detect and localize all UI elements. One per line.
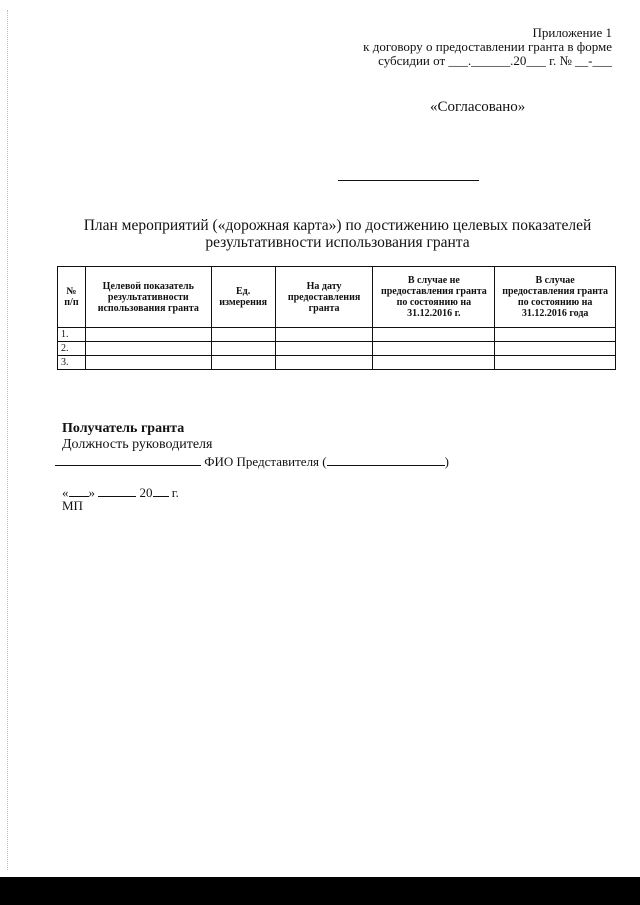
year-prefix: 20 [139, 485, 153, 500]
grant-recipient-label: Получатель гранта [62, 421, 185, 436]
signature-row [55, 453, 449, 470]
cell-indicator[interactable] [85, 328, 211, 342]
cell-unit[interactable] [211, 328, 275, 342]
fio-label: ФИО Представителя ( [204, 454, 327, 469]
cell-not-granted[interactable] [373, 342, 495, 356]
title-line-1: План мероприятий («дорожная карта») по достижению целевых показателей [83, 217, 592, 234]
cell-not-granted[interactable] [373, 356, 495, 370]
month-line [98, 484, 136, 497]
approval-signature-line [338, 180, 479, 181]
fio-close: ) [444, 454, 449, 469]
document-title [60, 217, 615, 251]
row-number: 1. [58, 328, 86, 342]
date-close-quote: » [88, 485, 95, 500]
cell-granted[interactable] [495, 342, 616, 356]
header-granted: В случае предоставления гранта по состоянию на 31.12.2016 года [495, 267, 616, 328]
appendix-contract-ref: к договору о предоставлении гранта в форме [363, 39, 612, 54]
header-number: № п/п [58, 267, 86, 328]
year-suffix: г. [168, 485, 179, 500]
cell-unit[interactable] [211, 356, 275, 370]
scan-margin-marks [7, 10, 9, 870]
year-line [153, 484, 169, 497]
header-indicator: Целевой показатель результативности использования гранта [85, 267, 211, 328]
table-row [58, 342, 616, 356]
cell-not-granted[interactable] [373, 328, 495, 342]
row-number: 3. [58, 356, 86, 370]
table-header-row [58, 267, 616, 328]
cell-unit[interactable] [211, 342, 275, 356]
cell-indicator[interactable] [85, 342, 211, 356]
scan-bottom-border [0, 877, 640, 905]
fio-line [327, 453, 445, 466]
cell-granted[interactable] [495, 328, 616, 342]
title-line-2: результативности использования гранта [205, 234, 470, 251]
header-on-grant-date: На дату предоставления гранта [275, 267, 373, 328]
cell-granted[interactable] [495, 356, 616, 370]
appendix-contract-date: субсидии от ___.______.20___ г. № __-___ [378, 53, 612, 68]
head-position-label: Должность руководителя [62, 437, 213, 452]
signature-line [55, 453, 201, 466]
table-row [58, 356, 616, 370]
cell-on-date[interactable] [275, 342, 373, 356]
day-line [69, 484, 89, 497]
cell-on-date[interactable] [275, 328, 373, 342]
row-number: 2. [58, 342, 86, 356]
appendix-number: Приложение 1 [532, 25, 612, 40]
cell-indicator[interactable] [85, 356, 211, 370]
table-row [58, 328, 616, 342]
roadmap-table [57, 266, 616, 370]
cell-on-date[interactable] [275, 356, 373, 370]
approval-label: «Согласовано» [430, 99, 526, 115]
date-open-quote: « [62, 485, 69, 500]
appendix-header [363, 26, 612, 68]
header-unit: Ед. измерения [211, 267, 275, 328]
stamp-place-label: МП [62, 498, 83, 513]
header-not-granted: В случае не предоставления гранта по состоянию на 31.12.2016 г. [373, 267, 495, 328]
